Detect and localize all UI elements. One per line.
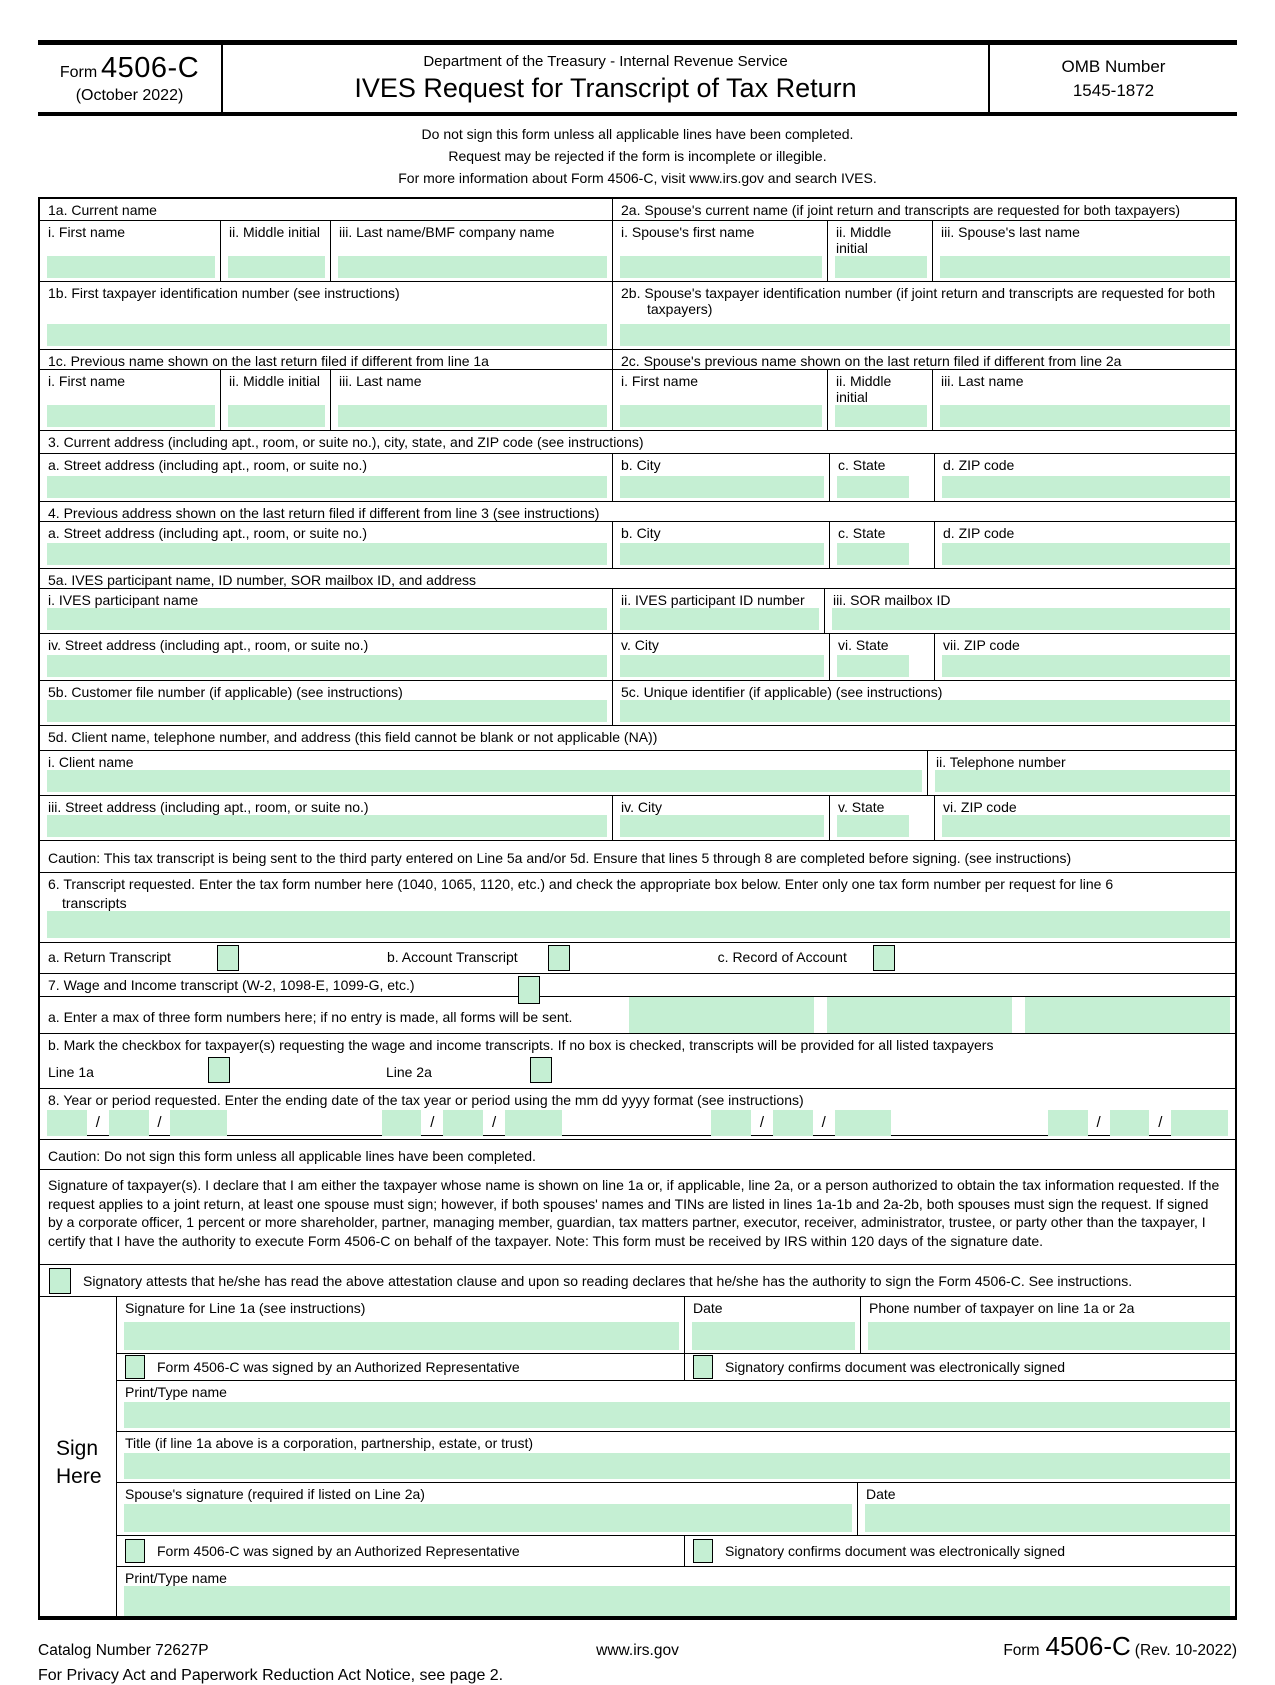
caution-third-party: Caution: This tax transcript is being sent to the third party entered on Line 5a and/or 5d. Ensure that lines 5 through 8 are completed before signing. (see instructions) <box>48 850 1072 866</box>
spouse-date-label: Date <box>866 1486 896 1502</box>
client-state-field[interactable] <box>837 815 909 837</box>
account-transcript-checkbox[interactable] <box>548 945 570 971</box>
client-phone-field[interactable] <box>935 770 1230 792</box>
unique-identifier-field[interactable] <box>620 700 1230 722</box>
instruction-line-2: Request may be rejected if the form is incomplete or illegible. <box>448 148 827 164</box>
line-1a-checkbox-label: Line 1a <box>48 1063 94 1080</box>
print-type-name-field-2[interactable] <box>124 1586 1230 1616</box>
prev-street-label: a. Street address (including apt., room, or suite no.) <box>48 525 368 541</box>
period-3-month-field[interactable] <box>711 1110 751 1136</box>
footer-revision: (Rev. 10-2022) <box>1134 1642 1238 1659</box>
catalog-number: Catalog Number 72627P <box>38 1642 209 1659</box>
attestation-checkbox[interactable] <box>49 1268 71 1294</box>
period-2-year-field[interactable] <box>505 1110 562 1136</box>
spouse-middle-initial-field[interactable] <box>835 256 927 278</box>
line-5d-label: 5d. Client name, telephone number, and address (this field cannot be blank or not applicable (NA)) <box>48 729 658 745</box>
line-1b-label: 1b. First taxpayer identification number (see instructions) <box>48 285 400 301</box>
form-title: IVES Request for Transcript of Tax Return <box>354 73 857 103</box>
prev-city-field[interactable] <box>620 543 824 565</box>
spouse-first-name-field[interactable] <box>620 256 822 278</box>
form-title-block <box>223 45 990 112</box>
period-3-day-field[interactable] <box>773 1110 813 1136</box>
prev-state-field[interactable] <box>837 543 909 565</box>
line-6-label: 6. Transcript requested. Enter the tax form number here (1040, 1065, 1120, etc.) and check the appropriate box below. Enter only one tax form number per request for line 6 <box>48 876 1114 892</box>
line-4-label: 4. Previous address shown on the last return filed if different from line 3 (see instructions) <box>48 505 600 521</box>
prev-zip-label: d. ZIP code <box>943 525 1015 541</box>
return-transcript-label: a. Return Transcript <box>48 949 171 965</box>
date-slash: / <box>149 1111 171 1136</box>
prev-street-field[interactable] <box>47 543 607 565</box>
spouse-prev-middle-initial-field[interactable] <box>835 405 927 427</box>
authorized-rep-label-1: Form 4506-C was signed by an Authorized Representative <box>157 1359 520 1375</box>
prev-last-name-field[interactable] <box>338 405 607 427</box>
ives-id-field[interactable] <box>620 608 819 630</box>
current-state-field[interactable] <box>837 476 909 498</box>
client-zip-field[interactable] <box>942 815 1230 837</box>
line-2c-label: 2c. Spouse's previous name shown on the last return filed if different from line 2a <box>621 353 1122 369</box>
line-5c-label: 5c. Unique identifier (if applicable) (see instructions) <box>621 684 943 700</box>
authorized-rep-label-2: Form 4506-C was signed by an Authorized Representative <box>157 1543 520 1559</box>
record-of-account-checkbox[interactable] <box>873 945 895 971</box>
period-4-month-field[interactable] <box>1048 1110 1088 1136</box>
print-type-name-field-1[interactable] <box>124 1402 1230 1428</box>
line-7a-label: a. Enter a max of three form numbers here; if no entry is made, all forms will be sent. <box>48 1008 573 1025</box>
account-transcript-label: b. Account Transcript <box>386 949 518 965</box>
line-3-label: 3. Current address (including apt., room, or suite no.), city, state, and ZIP code (see instructions) <box>48 434 644 450</box>
ives-street-field[interactable] <box>47 655 607 677</box>
omb-number: 1545-1872 <box>1072 80 1155 100</box>
form-page <box>38 40 1237 1685</box>
ives-id-label: ii. IVES participant ID number <box>621 592 805 608</box>
form-number: 4506-C <box>101 52 200 84</box>
middle-initial-field[interactable] <box>228 256 325 278</box>
line-6-label-cont: transcripts <box>62 895 127 911</box>
taxpayer-tin-field[interactable] <box>47 324 607 346</box>
title-label: Title (if line 1a above is a corporation, partnership, estate, or trust) <box>125 1435 534 1451</box>
line-1a-label: 1a. Current name <box>48 202 157 218</box>
current-city-label: b. City <box>621 457 661 473</box>
date-slash: / <box>751 1111 773 1136</box>
client-phone-label: ii. Telephone number <box>936 754 1066 770</box>
privacy-act-notice: For Privacy Act and Paperwork Reduction Act Notice, see page 2. <box>38 1667 504 1684</box>
instruction-line-1: Do not sign this form unless all applicable lines have been completed. <box>421 126 854 142</box>
period-4-year-field[interactable] <box>1171 1110 1228 1136</box>
omb-label: OMB Number <box>1061 56 1166 76</box>
department-title: Department of the Treasury - Internal Revenue Service <box>423 53 788 70</box>
first-name-field[interactable] <box>47 256 215 278</box>
authorized-rep-checkbox-2[interactable] <box>125 1539 145 1563</box>
authorized-rep-checkbox-1[interactable] <box>125 1355 145 1379</box>
form-number-2-field[interactable] <box>827 997 1012 1033</box>
form-number-block <box>38 45 223 112</box>
date-slash: / <box>1149 1111 1171 1136</box>
line-2a-checkbox-label: Line 2a <box>385 1063 432 1080</box>
date-slash: / <box>421 1111 443 1136</box>
client-state-label: v. State <box>838 799 885 815</box>
spouse-last-name-label: iii. Spouse's last name <box>941 224 1080 240</box>
line-8-label: 8. Year or period requested. Enter the ending date of the tax year or period using the mm dd yyyy format (see instructions) <box>48 1092 804 1108</box>
return-transcript-checkbox[interactable] <box>217 945 239 971</box>
form-revision-date: (October 2022) <box>75 87 184 104</box>
line-2a-wage-checkbox[interactable] <box>530 1057 552 1083</box>
client-street-label: iii. Street address (including apt., room, or suite no.) <box>48 799 369 815</box>
last-name-label: iii. Last name/BMF company name <box>339 224 555 240</box>
prev-last-name-label: iii. Last name <box>339 373 422 389</box>
taxpayer-phone-field[interactable] <box>868 1322 1230 1350</box>
client-zip-label: vi. ZIP code <box>943 799 1017 815</box>
line-7b-label: b. Mark the checkbox for taxpayer(s) requesting the wage and income transcripts. If no box is checked, transcripts will be provided for all listed taxpayers <box>48 1037 994 1053</box>
spouse-signature-label: Spouse's signature (required if listed on Line 2a) <box>125 1486 425 1502</box>
signature-date-label: Date <box>693 1300 723 1316</box>
prev-middle-initial-label: ii. Middle initial <box>229 373 321 389</box>
client-name-label: i. Client name <box>48 754 134 770</box>
period-1-month-field[interactable] <box>47 1110 87 1136</box>
omb-block <box>990 45 1237 112</box>
prev-city-label: b. City <box>621 525 661 541</box>
date-slash: / <box>813 1111 835 1136</box>
current-state-label: c. State <box>838 457 886 473</box>
caution-do-not-sign: Caution: Do not sign this form unless all applicable lines have been completed. <box>48 1148 536 1164</box>
client-street-field[interactable] <box>47 815 607 837</box>
spouse-middle-initial-label: ii. Middle initial <box>836 224 892 256</box>
line-2a-label: 2a. Spouse's current name (if joint return and transcripts are requested for both taxpayers) <box>621 202 1181 218</box>
ives-zip-label: vii. ZIP code <box>943 637 1020 653</box>
signature-date-field[interactable] <box>692 1322 855 1350</box>
date-separator-line <box>891 1111 1047 1136</box>
period-1-year-field[interactable] <box>170 1110 227 1136</box>
prev-state-label: c. State <box>838 525 886 541</box>
form-header <box>38 40 1237 116</box>
ives-name-label: i. IVES participant name <box>48 592 199 608</box>
electronic-signature-label-1: Signatory confirms document was electronically signed <box>725 1359 1066 1375</box>
current-zip-label: d. ZIP code <box>943 457 1015 473</box>
date-slash: / <box>483 1111 505 1136</box>
spouse-first-name-label: i. Spouse's first name <box>621 224 755 240</box>
ives-street-label: iv. Street address (including apt., room, or suite no.) <box>48 637 369 653</box>
record-of-account-label: c. Record of Account <box>717 949 847 965</box>
electronic-signature-checkbox-2[interactable] <box>693 1539 713 1563</box>
footer-form-number: 4506-C <box>1045 1631 1131 1661</box>
title-field[interactable] <box>124 1453 1230 1479</box>
tax-form-number-field[interactable] <box>47 911 1230 938</box>
signature-attestation-paragraph: Signature of taxpayer(s). I declare that I am either the taxpayer whose name is shown on line 1a or, if applicable, line 2a, or a person authorized to obtain the tax information requested. If the request applies to a joint return, at least one spouse must sign; however, if both spouses' names and TINs are listed in lines 1a-1b and 2a-2b, both spouses must sign the request. If signed by a corporate officer, 1 percent or more shareholder, partner, managing member, guardian, tax matters partner, executor, receiver, administrator, trustee, or party other than the taxpayer, I certify that I have the authority to execute Form 4506-C on behalf of the taxpayer. Note: This form must be received by IRS within 120 days of the signature date. <box>48 1177 1220 1249</box>
date-slash: / <box>1088 1111 1110 1136</box>
taxpayer-phone-label: Phone number of taxpayer on line 1a or 2a <box>869 1300 1135 1316</box>
spouse-prev-middle-initial-label: ii. Middle initial <box>836 373 892 405</box>
current-city-field[interactable] <box>620 476 824 498</box>
current-street-label: a. Street address (including apt., room, or suite no.) <box>48 457 368 473</box>
line-7-label: 7. Wage and Income transcript (W-2, 1098-E, 1099-G, etc.) <box>48 977 415 993</box>
date-requested-row <box>40 1108 1235 1139</box>
prev-zip-field[interactable] <box>942 543 1230 565</box>
date-slash: / <box>87 1111 109 1136</box>
line-1a-wage-checkbox[interactable] <box>208 1057 230 1083</box>
client-name-field[interactable] <box>47 770 922 792</box>
form-number-3-field[interactable] <box>1025 997 1230 1033</box>
current-zip-field[interactable] <box>942 476 1230 498</box>
wage-income-checkbox[interactable] <box>518 976 540 1004</box>
ives-city-label: v. City <box>621 637 659 653</box>
current-street-field[interactable] <box>47 476 607 498</box>
date-separator-line <box>227 1111 381 1136</box>
client-city-label: iv. City <box>621 799 662 815</box>
prev-first-name-field[interactable] <box>47 405 215 427</box>
signature-rows <box>117 1297 1235 1616</box>
print-type-name-label-2: Print/Type name <box>125 1570 227 1586</box>
last-name-field[interactable] <box>338 256 607 278</box>
prev-first-name-label: i. First name <box>48 373 126 389</box>
spouse-signature-field[interactable] <box>124 1504 852 1532</box>
first-name-label: i. First name <box>48 224 126 240</box>
form-number-1-field[interactable] <box>629 997 814 1033</box>
form-instructions <box>38 116 1237 197</box>
ives-zip-field[interactable] <box>942 655 1230 677</box>
spouse-prev-last-name-label: iii. Last name <box>941 373 1024 389</box>
signature-line-1a-label: Signature for Line 1a (see instructions) <box>125 1300 366 1316</box>
period-3-year-field[interactable] <box>835 1110 892 1136</box>
spouse-prev-last-name-field[interactable] <box>940 405 1230 427</box>
spouse-tin-field[interactable] <box>620 324 1230 346</box>
page-footer <box>38 1631 1237 1685</box>
footer-form-word: Form <box>1003 1642 1040 1659</box>
attestation-text: Signatory attests that he/she has read the above attestation clause and upon so reading declares that he/she has the authority to sign the Form 4506-C. See instructions. <box>83 1272 1133 1289</box>
period-1-day-field[interactable] <box>109 1110 149 1136</box>
spouse-last-name-field[interactable] <box>940 256 1230 278</box>
form-body <box>38 197 1237 1620</box>
line-5b-label: 5b. Customer file number (if applicable) (see instructions) <box>48 684 403 700</box>
ives-state-label: vi. State <box>838 637 889 653</box>
sign-here-label: Sign Here <box>40 1297 117 1616</box>
spouse-prev-first-name-field[interactable] <box>620 405 822 427</box>
client-city-field[interactable] <box>620 815 824 837</box>
line-5a-label: 5a. IVES participant name, ID number, SOR mailbox ID, and address <box>48 572 476 588</box>
ives-state-field[interactable] <box>837 655 909 677</box>
ives-name-field[interactable] <box>47 608 607 630</box>
sor-mailbox-label: iii. SOR mailbox ID <box>833 592 951 608</box>
spouse-prev-first-name-label: i. First name <box>621 373 699 389</box>
sor-mailbox-field[interactable] <box>832 608 1230 630</box>
line-1c-label: 1c. Previous name shown on the last return filed if different from line 1a <box>48 353 489 369</box>
instruction-line-3: For more information about Form 4506-C, visit www.irs.gov and search IVES. <box>398 170 877 186</box>
period-2-month-field[interactable] <box>382 1110 422 1136</box>
form-word: Form <box>59 64 98 81</box>
ives-city-field[interactable] <box>620 655 824 677</box>
print-type-name-label-1: Print/Type name <box>125 1384 227 1400</box>
irs-website: www.irs.gov <box>596 1642 679 1659</box>
customer-file-number-field[interactable] <box>47 700 607 722</box>
spouse-date-field[interactable] <box>865 1504 1230 1532</box>
period-2-day-field[interactable] <box>443 1110 483 1136</box>
electronic-signature-label-2: Signatory confirms document was electronically signed <box>725 1543 1066 1559</box>
electronic-signature-checkbox-1[interactable] <box>693 1355 713 1379</box>
middle-initial-label: ii. Middle initial <box>229 224 321 240</box>
date-separator-line <box>562 1111 711 1136</box>
prev-middle-initial-field[interactable] <box>228 405 325 427</box>
period-4-day-field[interactable] <box>1110 1110 1150 1136</box>
line-2b-label: 2b. Spouse's taxpayer identification number (if joint return and transcripts are requested for both taxpayers) <box>621 285 1216 317</box>
signature-line-1a-field[interactable] <box>124 1322 679 1350</box>
